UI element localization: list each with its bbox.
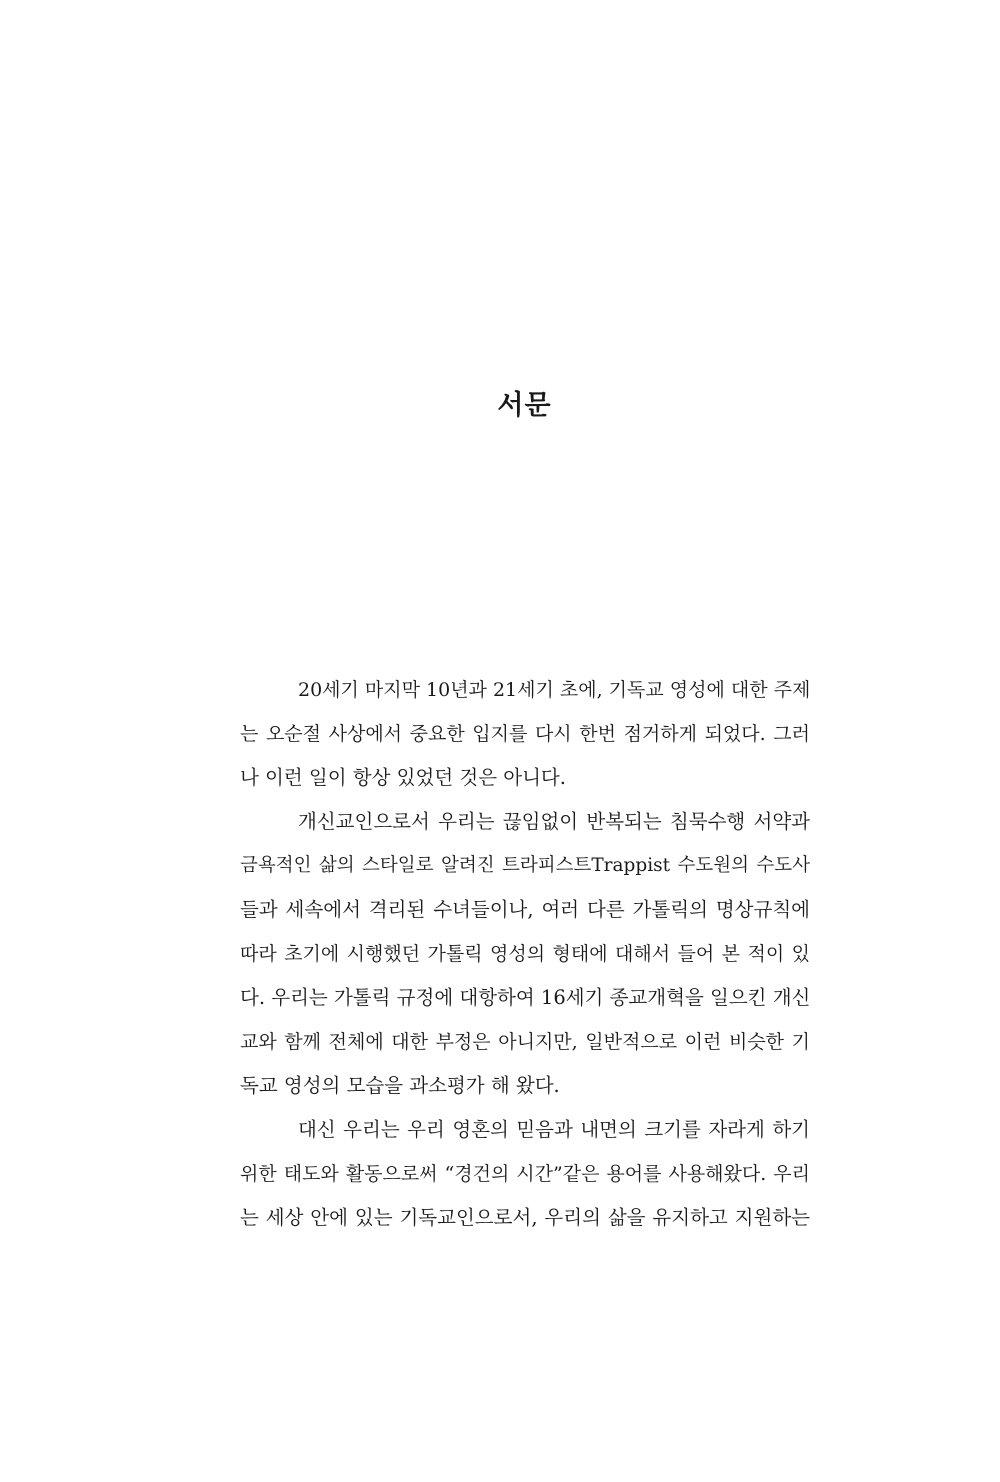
text-line: 개신교인으로서 우리는 끊임없이 반복되는 침묵수행 서약과 bbox=[298, 810, 810, 833]
body-text bbox=[240, 668, 810, 1240]
text-line: 독교 영성의 모습을 과소평가 해 왔다. bbox=[240, 1074, 560, 1097]
text-line: 대신 우리는 우리 영혼의 믿음과 내면의 크기를 자라게 하기 bbox=[298, 1118, 810, 1141]
text-line: 들과 세속에서 격리된 수녀들이나, 여러 다른 가톨릭의 명상규칙에 bbox=[240, 898, 810, 921]
text-line: 금욕적인 삶의 스타일로 알려진 트라피스트Trappist 수도원의 수도사 bbox=[240, 855, 810, 876]
text-line: 위한 태도와 활동으로써 “경건의 시간”같은 용어를 사용해왔다. 우리 bbox=[240, 1163, 810, 1185]
text-line: 다. 우리는 가톨릭 규정에 대항하여 16세기 종교개혁을 일으킨 개신 bbox=[240, 986, 811, 1009]
text-line: 는 세상 안에 있는 기독교인으로서, 우리의 삶을 유지하고 지원하는 bbox=[240, 1206, 810, 1229]
text-line: 는 오순절 사상에서 중요한 입지를 다시 한번 점거하게 되었다. 그러 bbox=[240, 723, 810, 745]
page-title: 서문 bbox=[497, 390, 552, 421]
text-line: 교와 함께 전체에 대한 부정은 아니지만, 일반적으로 이런 비슷한 기 bbox=[240, 1031, 810, 1053]
paragraph-1 bbox=[240, 668, 810, 800]
text-line: 나 이런 일이 항상 있었던 것은 아니다. bbox=[240, 766, 566, 789]
paragraph-3 bbox=[240, 1108, 810, 1240]
paragraph-2 bbox=[240, 800, 810, 1108]
text-line: 20세기 마지막 10년과 21세기 초에, 기독교 영성에 대한 주제 bbox=[298, 679, 811, 701]
text-line: 따라 초기에 시행했던 가톨릭 영성의 형태에 대해서 들어 본 적이 있 bbox=[240, 943, 810, 965]
